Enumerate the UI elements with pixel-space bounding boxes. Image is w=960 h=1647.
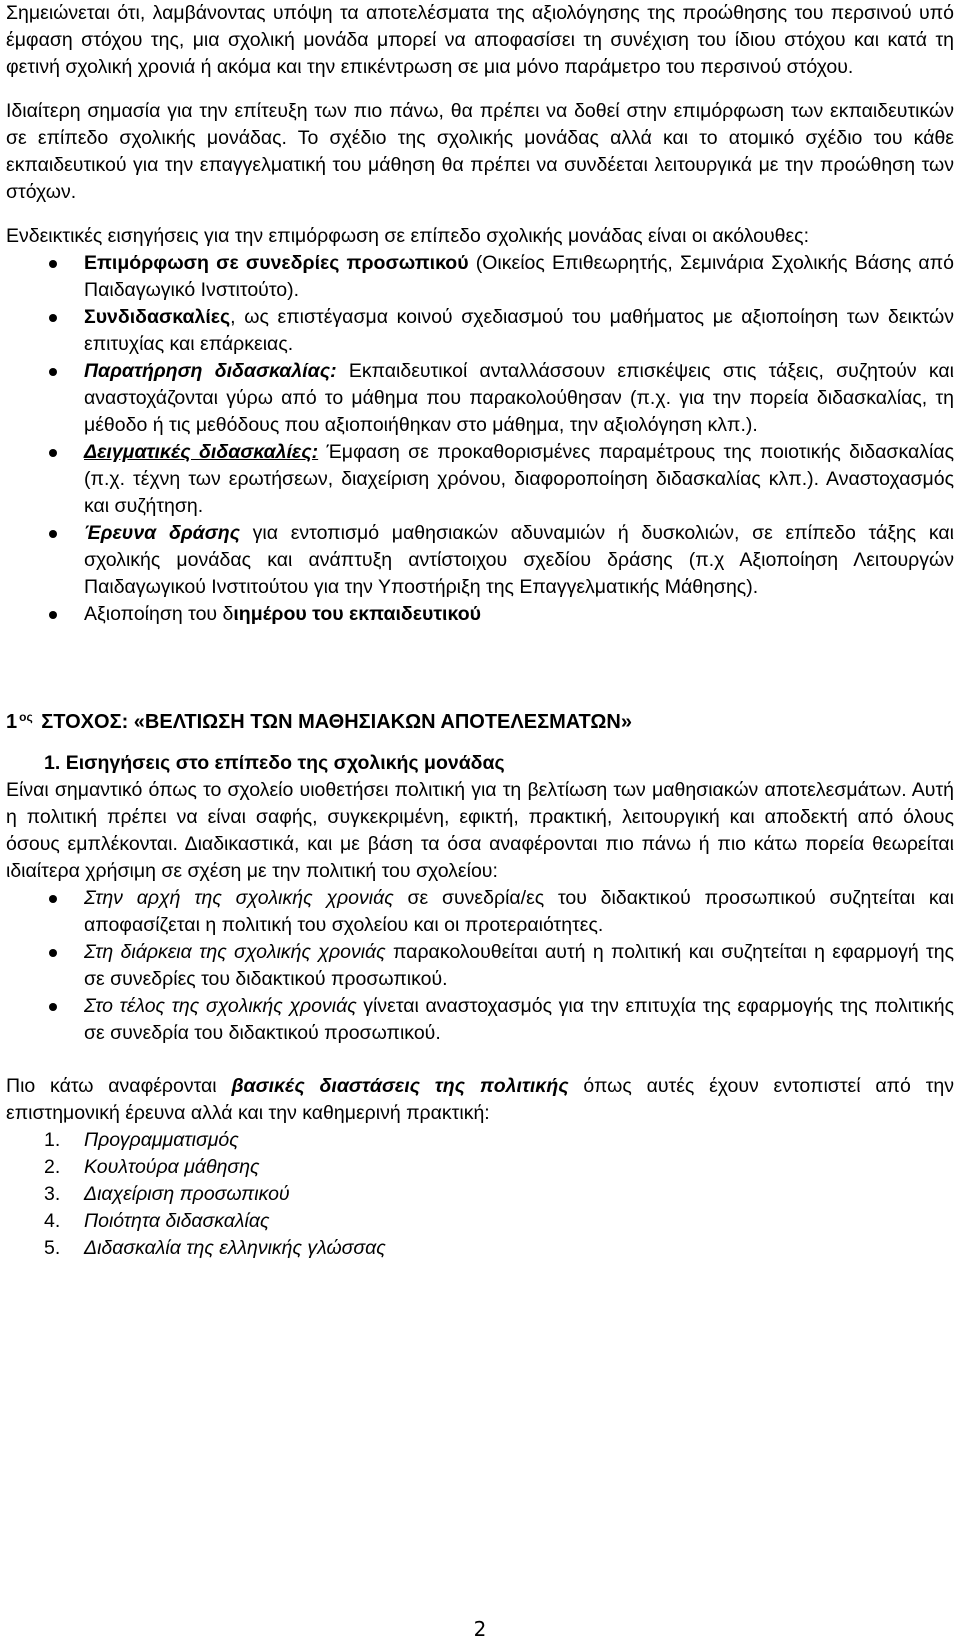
list-item [6, 1127, 954, 1154]
section-heading [6, 704, 954, 736]
list-item-lead: ιημέρου του εκπαιδευτικού [233, 603, 481, 625]
policy-timeline-list [6, 885, 954, 1047]
list-item [6, 250, 954, 304]
list-item [6, 439, 954, 520]
list-item [6, 1154, 954, 1181]
list-item-lead: Παρατήρηση διδασκαλίας: [84, 360, 337, 382]
list-item-text: Προγραμματισμός [84, 1129, 239, 1151]
list-item [6, 939, 954, 993]
list-item-lead: Επιμόρφωση σε συνεδρίες προσωπικού [84, 252, 469, 274]
list-item [6, 1208, 954, 1235]
subsection-number: 1. [44, 752, 61, 774]
dimensions-list [6, 1127, 954, 1262]
paragraph-text: όπως αυτές έχουν εντοπιστεί από την επιστημονική έρευνα αλλά και την καθημερινή πρακτική: [6, 1075, 954, 1124]
page-number: 2 [473, 1617, 487, 1641]
list-item-lead: Στην αρχή της σχολικής χρονιάς [84, 887, 394, 909]
list-item [6, 993, 954, 1047]
list-item [6, 1235, 954, 1262]
section-number: 1 [6, 711, 18, 733]
list-item [6, 358, 954, 439]
list-item [6, 520, 954, 601]
list-item-lead: Έρευνα δράσης [84, 522, 240, 544]
list-item-text: (Οικείος Επιθεωρητής, Σεμινάρια Σχολικής Βάσης από Παιδαγωγικό Ινστιτούτο). [84, 252, 955, 301]
list-item-lead: Συνδιδασκαλίες [84, 306, 231, 328]
list-item-text: , ως επιστέγασμα κοινού σχεδιασμού του μαθήματος με αξιοποίηση των δεικτών επιτυχίας και επάρκειας. [84, 306, 954, 355]
document-page [6, 0, 954, 1262]
list-item-number: 5. [44, 1237, 61, 1259]
paragraph-training-importance: Ιδιαίτερη σημασία για την επίτευξη των πιο πάνω, θα πρέπει να δοθεί στην επιμόρφωση των εκπαιδευτικών σε επίπεδο σχολικής μονάδας. Το σχέδιο της σχολικής μονάδας αλλά και το ατομικό σχέδιο του κάθε εκπαιδευτικού για την επαγγελματική του μάθηση θα πρέπει να συνδέεται λειτουργικά με την προώθηση των στόχων. [6, 100, 954, 203]
paragraph-dimensions [6, 1073, 954, 1127]
list-item-text: Αξιοποίηση του δ [84, 603, 234, 625]
subsection-heading [6, 750, 954, 777]
training-suggestions-list [6, 250, 954, 628]
list-item-text: Εκπαιδευτικοί ανταλλάσσουν επισκέψεις στις τάξεις, συζητούν και αναστοχάζονται γύρω από το μάθημα που παρακολούθησαν (π.χ. για την πορεία διδασκαλίας, τη μέθοδο ή τις μεθόδους που αξιοποιήθηκαν στο μάθημα, την αξιολόγηση κλπ.). [84, 360, 954, 436]
paragraph-policy: Είναι σημαντικό όπως το σχολείο υιοθετήσει πολιτική για τη βελτίωση των μαθησιακών αποτελεσμάτων. Αυτή η πολιτική πρέπει να είναι σαφής, συγκεκριμένη, εφικτή, πρακτική, λειτουργική και αποδεκτή από όλους όσους εμπλέκονται. Διαδικαστικά, και με βάση τα όσα αναφέρονται πιο πάνω ή πιο κάτω πορεία θεωρείται ιδιαίτερα χρήσιμη σε σχέση με την πολιτική του σχολείου: [6, 779, 954, 882]
section-title: ΣΤΟΧΟΣ: «ΒΕΛΤΙΩΣΗ ΤΩΝ ΜΑΘΗΣΙΑΚΩΝ ΑΠΟΤΕΛΕΣΜΑΤΩΝ» [41, 711, 632, 733]
list-item-number: 3. [44, 1183, 61, 1205]
list-item-number: 2. [44, 1156, 61, 1178]
list-item-lead: Στη διάρκεια της σχολικής χρονιάς [84, 941, 386, 963]
list-item-text: παρακολουθείται αυτή η πολιτική και συζητείται η εφαρμογή της σε συνεδρίες του διδακτικού προσωπικού. [84, 941, 954, 990]
paragraph-emphasis: βασικές διαστάσεις της πολιτικής [231, 1075, 569, 1097]
paragraph-training-suggestions: Ενδεικτικές εισηγήσεις για την επιμόρφωση σε επίπεδο σχολικής μονάδας είναι οι ακόλουθες: [6, 225, 809, 247]
list-item-text: σε συνεδρία/ες του διδακτικού προσωπικού συζητείται και αποφασίζεται η πολιτική του σχολείου και οι προτεραιότητες. [84, 887, 955, 936]
list-item-text: Έμφαση σε προκαθορισμένες παραμέτρους της ποιοτικής διδασκαλίας (π.χ. τέχνη των ερωτήσεων, διαχείριση χρόνου, διαφοροποίηση διδασκαλίας κλπ.). Αναστοχασμός και συζήτηση. [84, 441, 954, 517]
section-ordinal: ος [19, 710, 33, 724]
paragraph-intro: Σημειώνεται ότι, λαμβάνοντας υπόψη τα αποτελέσματα της αξιολόγησης της προώθησης του περσινού υπό έμφαση στόχου της, μια σχολική μονάδα μπορεί να αποφασίσει τη συνέχιση του ίδιου στόχου και κατά τη φετινή σχολική χρονιά ή ακόμα και την επικέντρωση σε μια μόνο παράμετρο του περσινού στόχου. [6, 2, 954, 78]
list-item-lead: Δειγματικές διδασκαλίες: [84, 441, 319, 463]
list-item-lead: Στο τέλος της σχολικής χρονιάς [84, 995, 357, 1017]
list-item-number: 4. [44, 1210, 61, 1232]
list-item [6, 885, 954, 939]
list-item-text: Διαχείριση προσωπικού [84, 1183, 290, 1205]
paragraph-text: Πιο κάτω αναφέρονται [6, 1075, 232, 1097]
list-item [6, 304, 954, 358]
list-item-text: γίνεται αναστοχασμός για την επιτυχία της εφαρμογής της πολιτικής σε συνεδρία του διδακτικού προσωπικού. [84, 995, 955, 1044]
list-item [6, 601, 954, 628]
list-item-text: για εντοπισμό μαθησιακών αδυναμιών ή δυσκολιών, σε επίπεδο τάξης και σχολικής μονάδας και ανάπτυξη αντίστοιχου σχεδίου δράσης (π.χ Αξιοποίηση Λειτουργών Παιδαγωγικού Ινστιτούτου για την Υποστήριξη της Επαγγελματικής Μάθησης). [84, 522, 954, 598]
list-item-text: Κουλτούρα μάθησης [84, 1156, 260, 1178]
list-item [6, 1181, 954, 1208]
subsection-title: Εισηγήσεις στο επίπεδο της σχολικής μονάδας [65, 752, 505, 774]
list-item-text: Διδασκαλία της ελληνικής γλώσσας [84, 1237, 386, 1259]
list-item-number: 1. [44, 1129, 61, 1151]
list-item-text: Ποιότητα διδασκαλίας [84, 1210, 270, 1232]
